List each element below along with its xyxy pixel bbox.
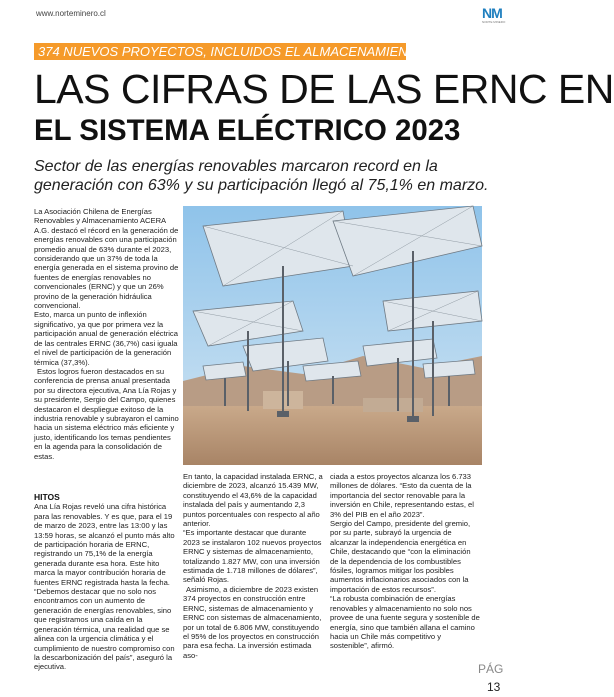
- paragraph: ciada a estos proyectos alcanza los 6.733 millones de dólares. “Esto da cuenta de la importancia del sector renovable para la inversión en Chile, representando estas, el 3% del PIB en el año 2023”.: [330, 472, 474, 519]
- column-1-hitos: [34, 493, 180, 672]
- column-1-intro: [34, 207, 180, 461]
- paragraph: Esto, marca un punto de inflexión significativo, ya que por primera vez la participación anual de generación eléctrica de las centrales ERNC (36,7%) casi iguala el nivel de participación de la generación térmica (37,3%).: [34, 310, 178, 367]
- paragraph: “Es importante destacar que durante 2023 se instalaron 102 nuevos proyectos ERNC y sistemas de almacenamiento, totalizando 1.827 MW, con una inversión estimada de 1.718 millones de dólares”, señaló Rojas.: [183, 528, 322, 585]
- paragraph: “Debemos destacar que no solo nos encontramos con un aumento de generación de energías renovables, sino que registramos una caída en la generación térmica, una realidad que se alinea con la urgencia climática y el cumplimiento de nuestro compromiso con la descarbonización del país”, aseguró la ejecutiva.: [34, 587, 175, 672]
- headline-line-1: LAS CIFRAS DE LAS ERNC EN: [34, 66, 614, 112]
- page-number: 13: [487, 680, 501, 694]
- subtitle: Sector de las energías renovables marcaron record en la generación con 63% y su participación llegó al 75,1% en marzo.: [34, 158, 489, 194]
- norte-minero-logo: [482, 6, 506, 28]
- paragraph: Ana Lía Rojas reveló una cifra histórica para las renovables. Y es que, para el 19 de marzo de 2023, entre las 13:00 y las 13:59 horas, se alcanzó el punto más alto de participación horaria de ERNC, registrando un 75,1% de la energía generada durante esa hora. Este hito marca la mayor contribución horaria de fuentes ERNC registrada hasta la fecha.: [34, 502, 175, 587]
- kicker-text: 374 NUEVOS PROYECTOS, INCLUIDOS EL ALMACENAMIENTO: [38, 44, 426, 59]
- paragraph: En tanto, la capacidad instalada ERNC, a diciembre de 2023, alcanzó 15.439 MW, constituyendo el 43,6% de la capacidad instalada del país y aumentando 2,3 puntos porcentuales con respecto al año anterior.: [183, 472, 323, 529]
- section-heading-hitos: HITOS: [34, 492, 60, 502]
- paragraph: “La robusta combinación de energías renovables y almacenamiento no solo nos provee de una fuente segura y sostenible de energía, sino que también allana el camino hacia un Chile más competitivo y sostenible”, afirmó.: [330, 594, 480, 651]
- paragraph: Asimismo, a diciembre de 2023 existen 374 proyectos en construcción entre ERNC, sistemas de almacenamiento y ERNC con sistemas de almacenamiento, por un total de 6.806 MW, constituyendo el 95% de los proyectos en construcción para esa fecha. La inversión estimada aso-: [183, 584, 322, 660]
- column-3: [330, 472, 480, 651]
- paragraph: Estos logros fueron destacados en su conferencia de prensa anual presentada por su directora ejecutiva, Ana Lía Rojas y su presidente, Sergio del Campo, quienes destacaron el despliegue exitoso de la industria renovable y subrayaron el camino hacia un sistema eléctrico más eficiente y justo, identificando los temas pendientes en la agenda para la consolidación de estas.: [34, 366, 179, 461]
- paragraph: Sergio del Campo, presidente del gremio, por su parte, subrayó la urgencia de alcanzar la independencia energética en Chile, destacando que “con la eliminación de la dependencia de los combustibles fósiles, logramos mitigar los posibles aumentos inflacionarios asociados con la importación de estos recursos”.: [330, 519, 471, 594]
- logo-subtext: NORTE MINERO: [482, 20, 506, 24]
- kicker-banner: [34, 43, 426, 60]
- logo-text: NM: [482, 5, 502, 21]
- solar-concentrator-photo: [183, 206, 482, 465]
- site-url: www.norteminero.cl: [36, 9, 106, 18]
- page-label: PÁG: [478, 662, 504, 676]
- paragraph: La Asociación Chilena de Energías Renovables y Almacenamiento ACERA A.G. destacó el récord en la generación de energías renovables con una participación promedio anual de 63% durante el 2023, considerando que un 37% de toda la energía generada en el sistema provino de fuentes de energías renovables no convencionales (ERNC) y que un 26% provino de la generación hidráulica convencional.: [34, 207, 179, 311]
- headline-line-2: EL SISTEMA ELÉCTRICO 2023: [34, 114, 461, 147]
- column-2: [183, 472, 323, 660]
